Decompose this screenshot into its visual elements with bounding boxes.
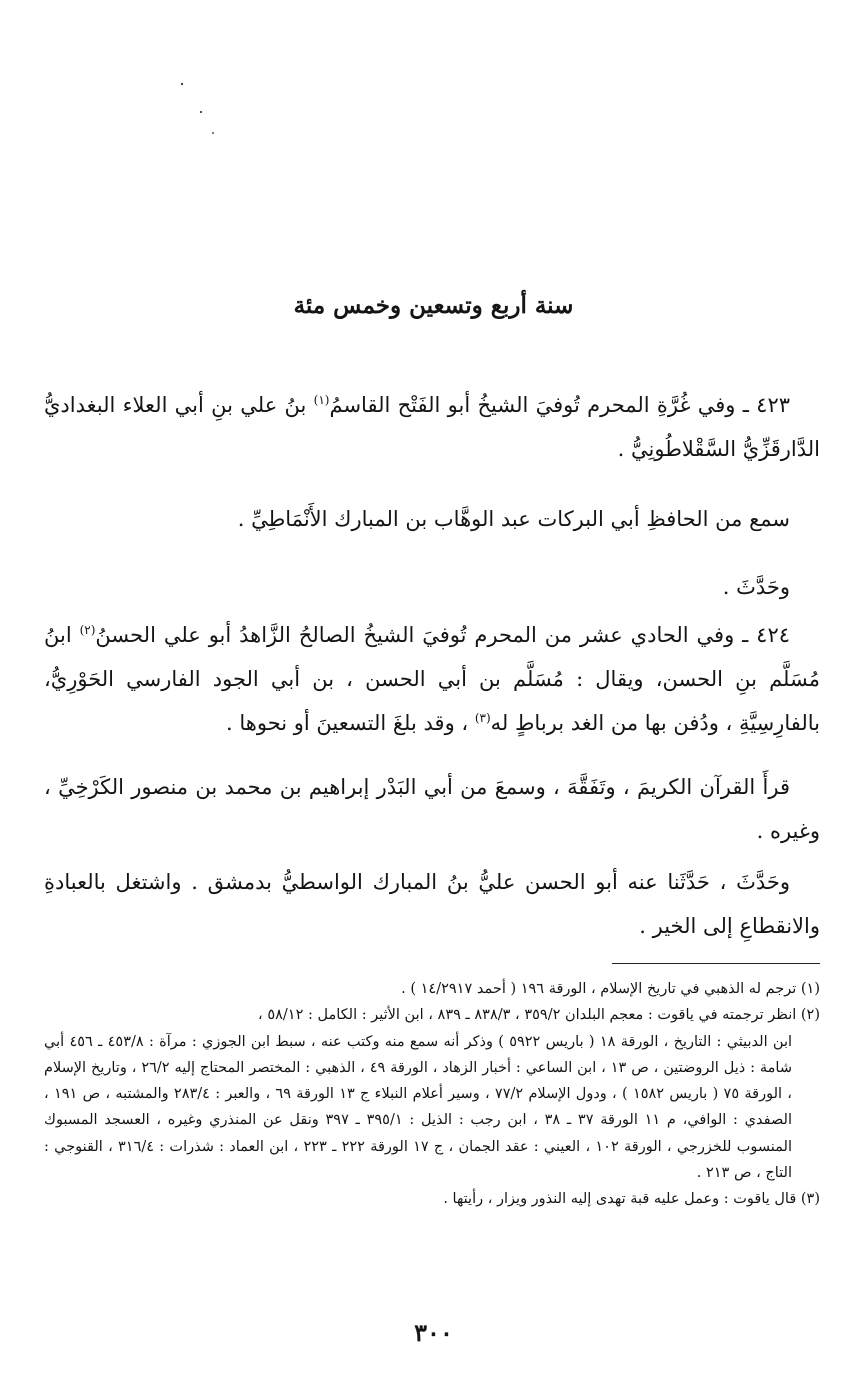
entry-423-teachers: سمع من الحافظِ أبي البركات عبد الوهَّاب بن المبارك الأَنْمَاطِيِّ . xyxy=(237,507,790,531)
entry-423-paragraph-1 xyxy=(44,383,820,471)
page-number: ٣٠٠ xyxy=(414,1318,453,1347)
footnote-2-continued: ابن الدبيثي : التاريخ ، الورقة ١٨ ( باريس ٥٩٢٢ ) وذكر أنه سمع منه وكتب عنه ، سبط ابن الجوزي : مرآة : ٤٥٣/٨ ـ ٤٥٦ أبي شامة : ذيل الروضتين ، ص ١٣ ، ابن الساعي : أخبار الزهاد ، الورقة ٤٩ ، الذهبي : المختصر المحتاج إليه ٢٦/٢ ، وتاريخ الإسلام ، الورقة ٧٥ ( باريس ١٥٨٢ ) ، ودول الإسلام ٧٧/٢ ، وسير أعلام النبلاء ج ١٣ الورقة ٦٩ ، والعبر : ٢٨٣/٤ والمشتبه ، ص ١٩١ ، الصفدي : الوافي، م ١١ الورقة ٣٧ ـ ٣٨ ، ابن رجب : الذيل : ٣٩٥/١ ـ ٣٩٧ ونقل عن المنذري وغيره ، العسجد المسبوك المنسوب للخزرجي ، الورقة ١٠٢ ، العيني : عقد الجمان ، ج ١٧ الورقة ٢٢٢ ـ ٢٢٣ ، ابن العماد : شذرات : ٣١٦/٤ ، القنوجي : التاج ، ص ٢١٣ . xyxy=(44,1033,793,1182)
section-title: سنة أربع وتسعين وخمس مئة xyxy=(293,292,574,319)
speck xyxy=(212,132,214,134)
entry-423-paragraph-2 xyxy=(44,497,820,541)
footnote-ref-3: (٣) xyxy=(474,711,491,725)
entry-424-text-cont: ابنُ مُسَلَّم بنِ الحسن، ويقال : مُسَلَّم بن أبي الحسن ، بن أبي الجود الفارسي الحَوْرِيُّ، بالفارِسِيَّةِ ، ودُفن بها من الغد برباطٍ له xyxy=(44,623,820,735)
footnote-1: (١) ترجم له الذهبي في تاريخ الإسلام ، الورقة ١٩٦ ( أحمد ١٤/٢٩١٧ ) . xyxy=(401,981,820,997)
entry-424-narration: وحَدَّثَ ، حَدَّثَنا عنه أبو الحسن عليُّ بنُ المبارك الواسطيُّ بدمشق . واشتغل بالعبادةِ والانقطاعِ إلى الخير . xyxy=(44,870,820,938)
entry-423-text: ٤٢٣ ـ وفي غُرَّةِ المحرم تُوفيَ الشيخُ أبو الفَتْح القاسمُ xyxy=(329,393,791,417)
footnotes xyxy=(44,976,820,1213)
speck xyxy=(200,111,202,113)
speck xyxy=(181,83,183,85)
entry-423-text-cont: بنُ علي بنِ أبي العلاء البغداديُّ الدَّارقَزِّيُّ السَّقْلاطُونِيُّ . xyxy=(44,393,820,461)
footnote-ref-2: (٢) xyxy=(79,623,96,637)
scan-specks xyxy=(0,0,867,300)
footnote-divider xyxy=(612,963,820,964)
entry-424-paragraph-2 xyxy=(44,765,820,853)
footnote-2: (٢) انظر ترجمته في ياقوت : معجم البلدان ٣٥٩/٢ ، ٨٣٨/٣ ـ ٨٣٩ ، ابن الأثير : الكامل : ٥٨/١٢ ، xyxy=(258,1007,820,1024)
entry-424-text: ٤٢٤ ـ وفي الحادي عشر من المحرم تُوفيَ الشيخُ الصالحُ الزَّاهدُ أبو علي الحسنُ xyxy=(95,623,791,647)
entry-424-studies: قرأَ القرآن الكريمَ ، وتَفَقَّهَ ، وسمعَ من أبي البَدْر إبراهيم بن محمد بن منصور الكَرْخِيِّ ، وغيره . xyxy=(44,775,820,843)
entry-423-narrated: وحَدَّثَ . xyxy=(722,575,790,599)
footnote-3: (٣) قال ياقوت : وعمل عليه قبة تهدى إليه النذور ويزار ، رأيتها . xyxy=(443,1191,820,1208)
footnote-ref-1: (١) xyxy=(313,393,330,407)
entry-424-text-end: ، وقد بلغَ التسعينَ أو نحوها . xyxy=(226,711,475,735)
entry-423-paragraph-3 xyxy=(44,565,820,609)
entry-424-paragraph-1 xyxy=(44,613,820,745)
entry-424-paragraph-3 xyxy=(44,860,820,948)
